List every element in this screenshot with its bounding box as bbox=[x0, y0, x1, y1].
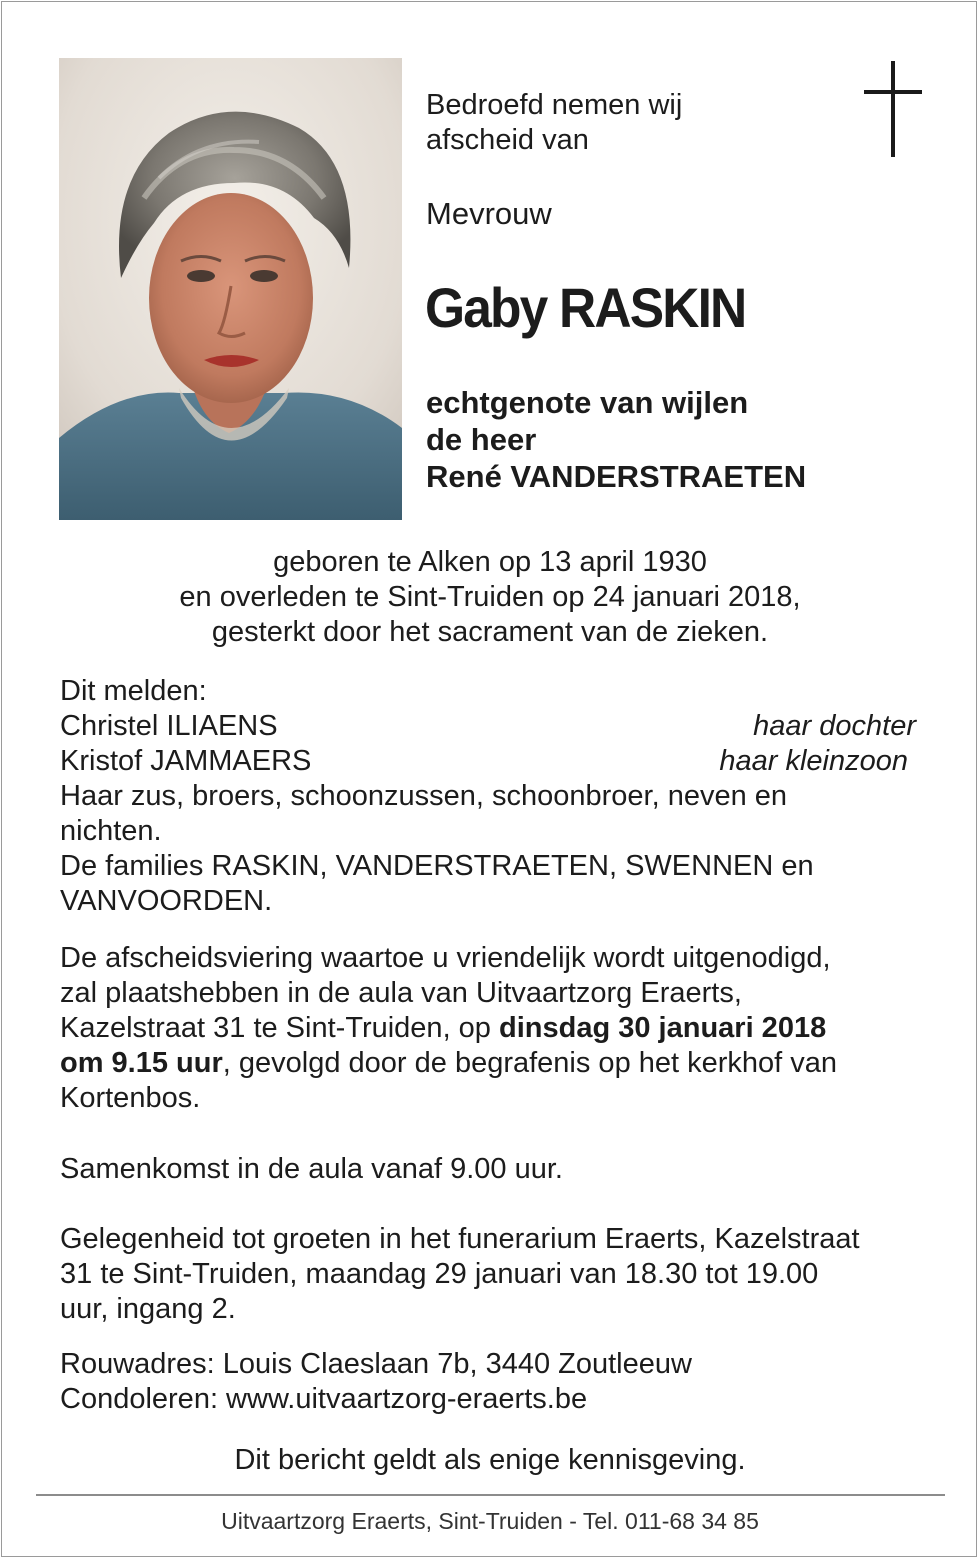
salutation: Mevrouw bbox=[426, 196, 552, 231]
birth-death-info: geboren te Alken op 13 april 1930 en overleden te Sint-Truiden op 24 januari 2018, gesterkt door het sacrament van de zieken. bbox=[179, 546, 801, 648]
condolence-website: Condoleren: www.uitvaartzorg-eraerts.be bbox=[60, 1383, 588, 1415]
relative-row bbox=[60, 744, 918, 779]
contact-info bbox=[60, 1347, 918, 1417]
ceremony-time: om 9.15 uur bbox=[60, 1047, 223, 1079]
spouse-info: echtgenote van wijlen de heer René VANDERSTRAETEN bbox=[426, 385, 807, 494]
relative-name: Christel ILIAENS bbox=[60, 710, 278, 742]
portrait-photo bbox=[59, 58, 402, 520]
relative-role: haar dochter bbox=[753, 710, 916, 742]
mourning-address: Rouwadres: Louis Claeslaan 7b, 3440 Zoutleeuw bbox=[60, 1348, 692, 1380]
relative-role: haar kleinzoon bbox=[719, 745, 908, 777]
visitation-info: Gelegenheid tot groeten in het funerarium Eraerts, Kazelstraat 31 te Sint-Truiden, maandag 29 januari van 18.30 tot 19.00 uur, ingang 2. bbox=[60, 1223, 860, 1325]
ceremony-date: dinsdag 30 januari 2018 bbox=[499, 1012, 827, 1044]
divider bbox=[36, 1494, 945, 1496]
funeral-company: Uitvaartzorg Eraerts, Sint-Truiden - Tel. 011-68 34 85 bbox=[221, 1508, 759, 1534]
relative-row bbox=[60, 709, 918, 744]
intro-text: Bedroefd nemen wij afscheid van bbox=[426, 89, 683, 156]
announcers-heading: Dit melden: bbox=[60, 675, 207, 707]
ceremony-info: De afscheidsviering waartoe u vriendelijk wordt uitgenodigd, zal plaatshebben in de aula van Uitvaartzorg Eraerts, Kazelstraat 31 te Sint-Truiden, op dinsdag 30 januari 2018 om 9.15 uur, gevolgd door de begrafenis op het kerkhof van Kortenbos. bbox=[60, 942, 838, 1114]
deceased-name: Gaby RASKIN bbox=[425, 276, 746, 339]
gathering-info: Samenkomst in de aula vanaf 9.00 uur. bbox=[60, 1153, 563, 1185]
relative-name: Kristof JAMMAERS bbox=[60, 745, 312, 777]
notice-text: Dit bericht geldt als enige kennisgeving. bbox=[234, 1444, 746, 1476]
announcers-section: Dit melden: Christel ILIAENS haar dochter Kristof JAMMAERS haar kleinzoon Haar zus, broers, schoonzussen, schoonbroer, neven en nichten. De families RASKIN, VANDERSTRAETEN, SWENNEN en VANVOORDEN. bbox=[60, 675, 916, 917]
cross-icon bbox=[864, 61, 922, 159]
